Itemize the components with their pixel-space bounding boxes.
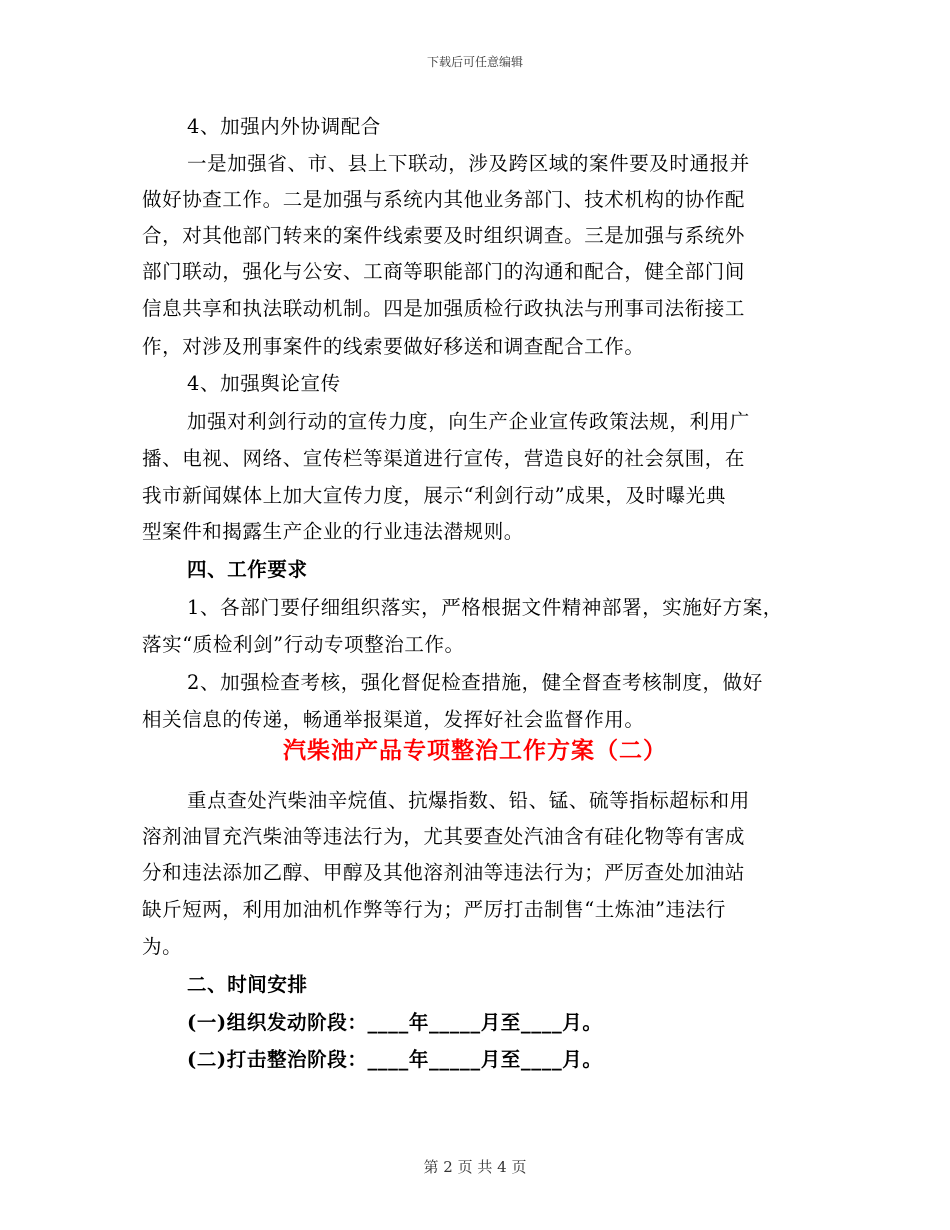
paragraph-line: 落实“质检利剑”行动专项整治工作。 — [142, 633, 465, 656]
paragraph-line: 为。 — [142, 935, 183, 958]
paragraph-line: 相关信息的传递，畅通举报渠道，发挥好社会监督作用。 — [142, 708, 645, 731]
paragraph-line: 2、加强检查考核，强化督促检查措施，健全督查考核制度，做好 — [187, 671, 763, 694]
paragraph-line: 信息共享和执法联动机制。四是加强质检行政执法与刑事司法衔接工 — [142, 297, 746, 320]
paragraph-line: 1、各部门要仔细组织落实，严格根据文件精神部署，实施好方案， — [187, 596, 783, 619]
heading-schedule: 二、时间安排 — [187, 973, 308, 996]
paragraph-line: 缺斤短两，利用加油机作弊等行为；严厉打击制售“土炼油”违法行 — [142, 898, 726, 921]
paragraph-line: 合，对其他部门转来的案件线索要及时组织调查。三是加强与系统外 — [142, 224, 746, 247]
paragraph-line: 一是加强省、市、县上下联动，涉及跨区域的案件要及时通报并 — [187, 152, 750, 175]
paragraph-line: 做好协查工作。二是加强与系统内其他业务部门、技术机构的协作配 — [142, 188, 746, 211]
heading-publicity: 4、加强舆论宣传 — [187, 372, 341, 395]
section-title: 汽柴油产品专项整治工作方案（二） — [283, 737, 667, 764]
paragraph-line: 分和违法添加乙醇、甲醇及其他溶剂油等违法行为；严厉查处加油站 — [142, 861, 746, 884]
page-footer: 第 2 页 共 4 页 — [423, 1158, 527, 1176]
schedule-item-mobilization: (一)组织发动阶段：____年_____月至____月。 — [187, 1011, 603, 1034]
heading-work-requirements: 四、工作要求 — [187, 558, 308, 581]
page-header: 下载后可任意编辑 — [426, 55, 523, 69]
paragraph-line: 播、电视、网络、宣传栏等渠道进行宣传，营造良好的社会氛围，在 — [142, 447, 746, 470]
paragraph-line: 型案件和揭露生产企业的行业违法潜规则。 — [142, 520, 524, 543]
schedule-item-crackdown: (二)打击整治阶段：____年_____月至____月。 — [187, 1048, 603, 1071]
paragraph-line: 重点查处汽柴油辛烷值、抗爆指数、铅、锰、硫等指标超标和用 — [187, 789, 750, 812]
paragraph-line: 作，对涉及刑事案件的线索要做好移送和调查配合工作。 — [142, 335, 645, 358]
paragraph-line: 部门联动，强化与公安、工商等职能部门的沟通和配合，健全部门间 — [142, 260, 746, 283]
paragraph-line: 我市新闻媒体上加大宣传力度，展示“利剑行动”成果，及时曝光典 — [142, 484, 726, 507]
heading-coordination: 4、加强内外协调配合 — [187, 115, 381, 138]
paragraph-line: 加强对利剑行动的宣传力度，向生产企业宣传政策法规，利用广 — [187, 410, 750, 433]
paragraph-line: 溶剂油冒充汽柴油等违法行为，尤其要查处汽油含有硅化物等有害成 — [142, 825, 746, 848]
